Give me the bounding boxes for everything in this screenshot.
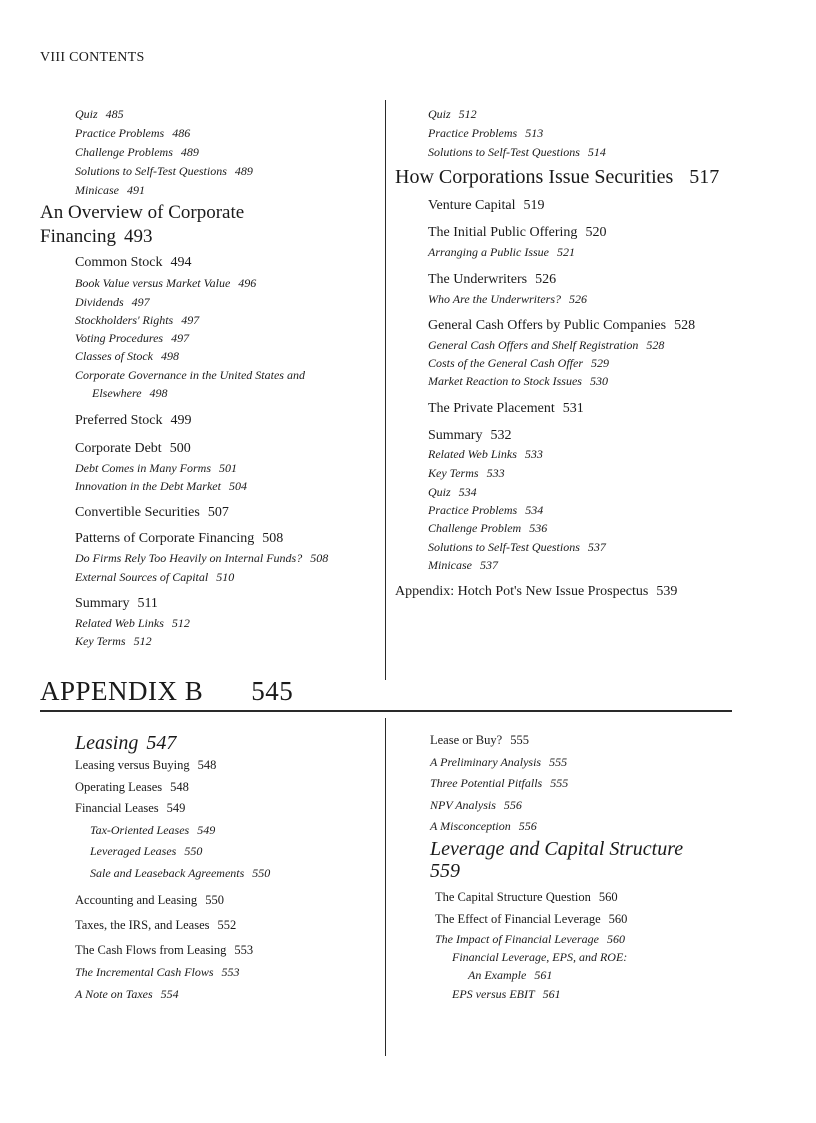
- toc-entry: [75, 313, 199, 328]
- toc-entry: [40, 226, 153, 248]
- toc-entry: [428, 401, 584, 417]
- toc-entry: [435, 912, 627, 927]
- toc-entry: [428, 374, 608, 389]
- toc-entry: [75, 276, 256, 291]
- toc-entry: [428, 126, 543, 141]
- toc-entry-title: The Initial Public Offering: [428, 225, 578, 240]
- toc-entry: [428, 503, 543, 518]
- toc-entry: [75, 551, 328, 566]
- toc-entry: [75, 758, 216, 773]
- toc-entry: [75, 107, 124, 122]
- toc-entry-page: 526: [535, 272, 557, 287]
- toc-entry: [430, 860, 460, 882]
- toc-entry-page: 514: [587, 145, 606, 159]
- toc-entry: [75, 893, 224, 908]
- toc-entry-title: Venture Capital: [428, 198, 516, 213]
- toc-entry-title: How Corporations Issue Securities: [395, 166, 674, 188]
- toc-entry: [75, 596, 158, 612]
- toc-entry: [428, 318, 695, 334]
- toc-entry-title: General Cash Offers and Shelf Registration: [428, 338, 639, 352]
- toc-entry-title: Practice Problems: [75, 126, 165, 140]
- toc-entry: [90, 866, 270, 881]
- toc-entry: [75, 616, 190, 631]
- toc-entry-page: 553: [221, 965, 240, 979]
- toc-entry-page: 539: [656, 584, 678, 599]
- toc-entry-title: The Capital Structure Question: [435, 890, 591, 904]
- toc-entry-title: Leveraged Leases: [90, 844, 177, 858]
- toc-entry: [428, 447, 543, 462]
- toc-entry-page: 497: [131, 295, 150, 309]
- toc-entry: [75, 126, 190, 141]
- toc-entry-title: Quiz: [75, 107, 98, 121]
- toc-entry-title: Innovation in the Debt Market: [75, 479, 221, 493]
- toc-entry-title: Debt Comes in Many Forms: [75, 461, 211, 475]
- toc-entry: [75, 368, 305, 383]
- toc-entry: [75, 987, 179, 1002]
- toc-entry: [75, 183, 145, 198]
- toc-entry-title: Elsewhere: [92, 386, 142, 400]
- toc-entry-page: 561: [542, 987, 561, 1001]
- toc-entry-title: Common Stock: [75, 255, 163, 270]
- toc-entry-page: 498: [161, 349, 179, 363]
- toc-entry: [75, 349, 179, 364]
- toc-entry-title: Leasing versus Buying: [75, 758, 190, 772]
- toc-entry-page: 531: [562, 401, 584, 416]
- toc-entry-page: 508: [310, 551, 329, 565]
- toc-entry-page: 494: [170, 255, 192, 270]
- toc-entry-title: NPV Analysis: [430, 798, 496, 812]
- toc-entry-title: Key Terms: [75, 634, 126, 648]
- toc-entry: [428, 540, 606, 555]
- toc-entry-page: 497: [181, 313, 200, 327]
- toc-entry-title: The Private Placement: [428, 401, 555, 416]
- toc-entry-title: Key Terms: [428, 466, 479, 480]
- toc-entry-page: 496: [238, 276, 257, 290]
- toc-entry-page: 504: [228, 479, 247, 493]
- toc-entry-title: Book Value versus Market Value: [75, 276, 231, 290]
- toc-entry-page: 508: [262, 531, 284, 546]
- column-divider-top: [385, 100, 386, 680]
- running-header: VIII CONTENTS: [40, 50, 145, 65]
- toc-entry-title: Financial Leverage, EPS, and ROE:: [452, 950, 628, 964]
- toc-entry-title: Costs of the General Cash Offer: [428, 356, 583, 370]
- toc-entry: [430, 733, 529, 748]
- toc-entry-page: 554: [160, 987, 179, 1001]
- toc-entry: [75, 943, 253, 958]
- toc-entry-page: 555: [549, 755, 568, 769]
- toc-entry-page: 528: [674, 318, 696, 333]
- toc-entry: [90, 823, 215, 838]
- toc-entry: [75, 441, 191, 457]
- toc-entry: [75, 413, 191, 429]
- toc-entry-page: 556: [518, 819, 537, 833]
- toc-entry: [75, 255, 192, 271]
- toc-entry-page: 556: [503, 798, 522, 812]
- toc-entry: [428, 466, 505, 481]
- toc-entry-page: 507: [207, 505, 229, 520]
- toc-entry-page: 533: [524, 447, 543, 461]
- toc-entry-page: 485: [105, 107, 124, 121]
- toc-entry-page: 501: [218, 461, 237, 475]
- toc-entry-title: Leasing: [75, 732, 139, 754]
- toc-entry-title: Convertible Securities: [75, 505, 200, 520]
- toc-entry: [435, 890, 618, 905]
- toc-entry: [428, 198, 544, 214]
- toc-entry-title: External Sources of Capital: [75, 570, 209, 584]
- toc-entry-title: Challenge Problem: [428, 521, 522, 535]
- toc-entry-page: 549: [197, 823, 216, 837]
- toc-entry-page: 489: [180, 145, 199, 159]
- toc-entry-title: Patterns of Corporate Financing: [75, 531, 255, 546]
- toc-entry-title: The Underwriters: [428, 272, 528, 287]
- toc-entry-title: Operating Leases: [75, 780, 163, 794]
- toc-entry-title: An Example: [468, 968, 527, 982]
- toc-entry-title: Practice Problems: [428, 503, 518, 517]
- toc-entry-page: 511: [137, 596, 158, 611]
- toc-entry-page: 532: [490, 428, 512, 443]
- toc-entry: [435, 932, 625, 947]
- toc-entry-title: Stockholders' Rights: [75, 313, 174, 327]
- toc-entry-page: 560: [606, 932, 625, 946]
- toc-entry: [428, 356, 609, 371]
- toc-entry-title: Minicase: [75, 183, 119, 197]
- toc-entry-page: 560: [598, 890, 618, 904]
- toc-entry-title: An Overview of Corporate: [40, 202, 245, 223]
- toc-entry-title: General Cash Offers by Public Companies: [428, 318, 667, 333]
- toc-entry: [428, 521, 547, 536]
- toc-entry: [75, 570, 234, 585]
- toc-entry-page: 529: [591, 356, 609, 370]
- toc-entry: [428, 485, 477, 500]
- toc-entry: [75, 780, 189, 795]
- toc-entry: [75, 965, 240, 980]
- toc-entry-title: Tax-Oriented Leases: [90, 823, 190, 837]
- toc-entry: [430, 755, 567, 770]
- toc-entry-title: Quiz: [428, 107, 451, 121]
- toc-entry: [430, 798, 522, 813]
- toc-entry-title: Lease or Buy?: [430, 733, 503, 747]
- appendix-rule: [40, 710, 732, 712]
- toc-entry-page: 498: [149, 386, 168, 400]
- toc-entry-title: Financial Leases: [75, 801, 159, 815]
- toc-entry-title: The Incremental Cash Flows: [75, 965, 214, 979]
- toc-entry: [75, 461, 237, 476]
- toc-entry-page: 555: [510, 733, 529, 747]
- toc-entry-title: 559: [430, 860, 460, 882]
- toc-entry-title: Accounting and Leasing: [75, 893, 198, 907]
- toc-entry-title: Practice Problems: [428, 126, 518, 140]
- toc-entry: [430, 776, 568, 791]
- toc-entry: [75, 164, 253, 179]
- toc-entry-title: Who Are the Underwriters?: [428, 292, 561, 306]
- toc-entry: [430, 819, 537, 834]
- toc-entry: [428, 338, 664, 353]
- toc-entry: [75, 479, 247, 494]
- toc-entry-page: 489: [234, 164, 253, 178]
- toc-entry-title: Minicase: [428, 558, 472, 572]
- toc-entry: [75, 505, 229, 521]
- toc-entry-page: 548: [170, 780, 189, 794]
- toc-entry-page: 549: [166, 801, 186, 815]
- toc-entry-page: 513: [525, 126, 544, 140]
- toc-entry-title: A Note on Taxes: [75, 987, 153, 1001]
- toc-entry: [428, 558, 498, 573]
- toc-entry-title: Solutions to Self-Test Questions: [75, 164, 227, 178]
- toc-entry-page: 534: [458, 485, 477, 499]
- toc-entry-title: Market Reaction to Stock Issues: [428, 374, 582, 388]
- toc-entry-page: 512: [133, 634, 152, 648]
- toc-entry-page: 493: [124, 226, 153, 247]
- toc-entry-page: 497: [171, 331, 190, 345]
- toc-entry: [428, 428, 511, 444]
- toc-entry: [428, 292, 587, 307]
- toc-entry-title: Classes of Stock: [75, 349, 153, 363]
- toc-entry: [395, 584, 677, 600]
- toc-entry: [40, 202, 244, 224]
- toc-entry-title: Arranging a Public Issue: [428, 245, 549, 259]
- toc-entry: [428, 225, 606, 241]
- toc-entry-title: Summary: [428, 428, 483, 443]
- toc-entry-title: Corporate Governance in the United States and: [75, 368, 305, 382]
- toc-entry-page: 519: [523, 198, 545, 213]
- toc-entry-page: 537: [587, 540, 606, 554]
- toc-entry-title: Dividends: [75, 295, 124, 309]
- toc-entry: [428, 107, 477, 122]
- toc-entry-page: 553: [234, 943, 254, 957]
- toc-entry-title: The Impact of Financial Leverage: [435, 932, 599, 946]
- toc-entry: [428, 245, 575, 260]
- toc-entry: [75, 145, 199, 160]
- toc-entry-page: 486: [172, 126, 191, 140]
- toc-entry-title: The Effect of Financial Leverage: [435, 912, 601, 926]
- toc-entry-page: 499: [170, 413, 192, 428]
- toc-entry-page: 547: [146, 732, 177, 754]
- toc-entry-title: EPS versus EBIT: [452, 987, 535, 1001]
- toc-entry-page: 561: [534, 968, 553, 982]
- toc-entry-page: 555: [550, 776, 569, 790]
- toc-entry-page: 512: [458, 107, 477, 121]
- toc-entry-title: Do Firms Rely Too Heavily on Internal Funds?: [75, 551, 303, 565]
- toc-entry: [90, 844, 202, 859]
- toc-entry: [75, 634, 152, 649]
- toc-entry-title: Summary: [75, 596, 130, 611]
- column-divider-bottom: [385, 718, 386, 1056]
- toc-entry-title: Voting Procedures: [75, 331, 164, 345]
- toc-entry: [92, 386, 168, 401]
- toc-entry-page: 500: [169, 441, 191, 456]
- toc-entry-page: 510: [216, 570, 235, 584]
- toc-entry-title: Solutions to Self-Test Questions: [428, 540, 580, 554]
- toc-entry-title: Preferred Stock: [75, 413, 163, 428]
- toc-entry: [75, 531, 283, 547]
- appendix-heading: [40, 676, 293, 707]
- toc-entry: [452, 950, 627, 965]
- toc-entry-title: Related Web Links: [75, 616, 164, 630]
- toc-entry-title: Solutions to Self-Test Questions: [428, 145, 580, 159]
- toc-entry-title: Financing: [40, 226, 116, 247]
- toc-entry: [75, 295, 150, 310]
- toc-entry: [75, 918, 236, 933]
- toc-entry-page: 491: [127, 183, 145, 197]
- toc-entry-page: 520: [585, 225, 607, 240]
- toc-entry-title: Appendix: Hotch Pot's New Issue Prospectus: [395, 584, 649, 599]
- appendix-page: 545: [251, 676, 294, 706]
- toc-entry-page: 512: [171, 616, 190, 630]
- toc-entry-page: 526: [569, 292, 587, 306]
- appendix-label: APPENDIX B: [40, 676, 204, 706]
- toc-entry: [395, 166, 719, 189]
- toc-entry-page: 536: [529, 521, 548, 535]
- toc-entry-page: 521: [557, 245, 575, 259]
- toc-entry-page: 550: [252, 866, 271, 880]
- toc-entry: [428, 145, 606, 160]
- toc-entry-title: Quiz: [428, 485, 451, 499]
- toc-entry: [75, 801, 185, 816]
- toc-entry: [75, 732, 176, 754]
- toc-entry-page: 517: [689, 166, 720, 188]
- toc-entry-page: 534: [525, 503, 544, 517]
- toc-entry-title: Three Potential Pitfalls: [430, 776, 543, 790]
- toc-entry-page: 530: [589, 374, 608, 388]
- toc-entry-page: 550: [205, 893, 224, 907]
- toc-entry-title: Leverage and Capital Structure: [430, 838, 684, 860]
- toc-entry-page: 537: [480, 558, 498, 572]
- toc-entry-title: Taxes, the IRS, and Leases: [75, 918, 210, 932]
- toc-entry-page: 550: [184, 844, 203, 858]
- toc-entry-title: Sale and Leaseback Agreements: [90, 866, 245, 880]
- toc-entry: [468, 968, 552, 983]
- toc-entry: [452, 987, 561, 1002]
- toc-entry: [428, 272, 556, 288]
- toc-entry-title: Corporate Debt: [75, 441, 162, 456]
- toc-entry-title: Challenge Problems: [75, 145, 173, 159]
- toc-entry-page: 560: [608, 912, 628, 926]
- toc-entry-title: The Cash Flows from Leasing: [75, 943, 227, 957]
- toc-entry-page: 552: [217, 918, 237, 932]
- toc-entry-title: A Misconception: [430, 819, 511, 833]
- toc-entry-title: A Preliminary Analysis: [430, 755, 542, 769]
- toc-entry: [75, 331, 189, 346]
- toc-entry: [430, 838, 683, 860]
- toc-entry-page: 528: [646, 338, 665, 352]
- toc-entry-page: 533: [486, 466, 505, 480]
- toc-entry-page: 548: [197, 758, 217, 772]
- toc-entry-title: Related Web Links: [428, 447, 517, 461]
